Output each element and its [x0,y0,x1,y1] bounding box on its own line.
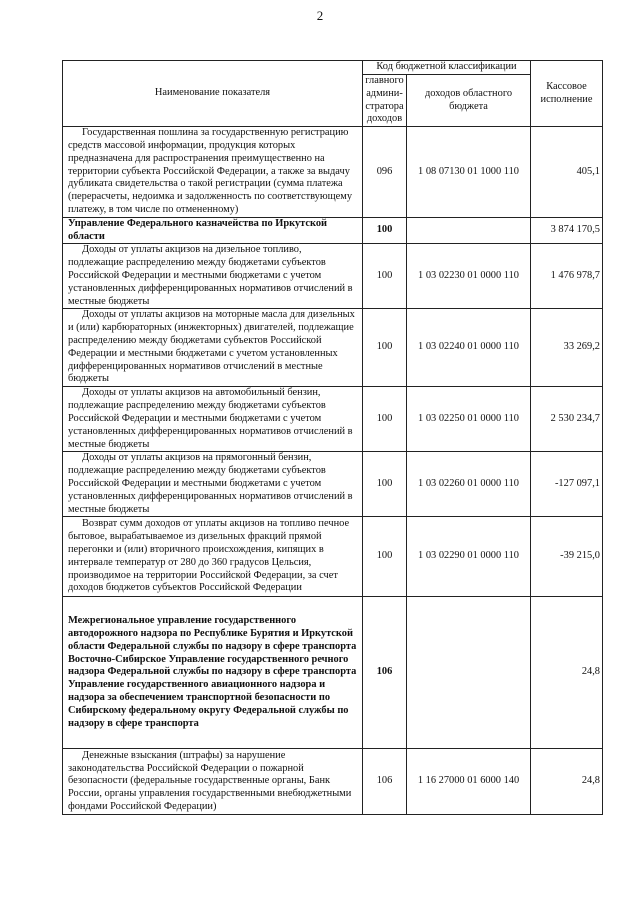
header-indicator-name: Наименование показателя [63,61,363,127]
row-revenue-code [407,597,531,749]
header-regional-revenue: доходов областного бюджета [407,75,531,127]
row-admin-code: 106 [363,749,407,815]
row-admin-code: 100 [363,452,407,517]
row-amount: -39 215,0 [531,517,603,597]
row-amount: 24,8 [531,597,603,749]
org-name-road-supervision: Межрегиональное управление государственного автодорожного надзора по Республике Бурятия и Иркутской области Федеральной службы по надзору в сфере транспорта [68,615,357,652]
row-amount: -127 097,1 [531,452,603,517]
row-admin-code: 100 [363,517,407,597]
row-amount: 3 874 170,5 [531,217,603,244]
row-amount: 1 476 978,7 [531,244,603,309]
budget-execution-table [62,60,603,815]
row-admin-code: 096 [363,127,407,218]
table-row [63,127,603,218]
table-row [63,244,603,309]
row-revenue-code: 1 03 02230 01 0000 110 [407,244,531,309]
org-name-aviation-supervision: Управление государственного авиационного надзора и надзора за обеспечением транспортной безопасности по Сибирскому федеральному округу Федеральной службы по надзору в сфере транспорта [68,679,349,729]
row-amount: 33 269,2 [531,309,603,387]
row-revenue-code: 1 03 02290 01 0000 110 [407,517,531,597]
table-row [63,309,603,387]
row-revenue-code: 1 08 07130 01 1000 110 [407,127,531,218]
table-row [63,387,603,452]
row-amount: 405,1 [531,127,603,218]
page-number: 2 [316,8,324,23]
row-name: Возврат сумм доходов от уплаты акцизов на топливо печное бытовое, вырабатываемое из дизельных фракций прямой перегонки и (или) вторичного происхождения, кипящих в интервале температур от 280 до 360 градусов Цельсия, производимое на территории Российской Федерации, за счет доходов бюджетов субъектов Российской Федерации [63,517,363,597]
row-name: Государственная пошлина за государственную регистрацию средств массовой информации, продукция которых предназначена для распространения преимущественно на территории субъекта Российской Федерации, а также за выдачу дубликата свидетельства о такой регистрации (сумма платежа (перерасчеты, недоимка и задолженность по соответствующему платежу, в том числе по отмененному) [63,127,363,218]
row-name: Управление Федерального казначейства по Иркутской области [63,217,363,244]
table-row [63,517,603,597]
table-header-row-1 [63,61,603,75]
row-revenue-code: 1 16 27000 01 6000 140 [407,749,531,815]
header-cash-execution: Кассовое исполнение [531,61,603,127]
row-name-transport-supervision [63,597,363,749]
header-budget-classification-code: Код бюджетной классификации [363,61,531,75]
table-row [63,452,603,517]
header-chief-administrator: главного админи-стратора доходов [363,75,407,127]
row-name: Доходы от уплаты акцизов на моторные масла для дизельных и (или) карбюраторных (инжекторных) двигателей, подлежащие распределению между бюджетами субъектов Российской Федерации и местными бюджетами с учетом установленных дифференцированных нормативов отчислений в местные бюджеты [63,309,363,387]
row-admin-code: 100 [363,387,407,452]
row-name: Доходы от уплаты акцизов на дизельное топливо, подлежащие распределению между бюджетами субъектов Российской Федерации и местными бюджетами с учетом установленных дифференцированных нормативов отчислений в местные бюджеты [63,244,363,309]
org-name-river-supervision: Восточно-Сибирское Управление государственного речного надзора Федеральной службы по надзору в сфере транспорта [68,653,357,678]
row-admin-code: 100 [363,309,407,387]
row-revenue-code: 1 03 02250 01 0000 110 [407,387,531,452]
row-admin-code: 106 [363,597,407,749]
row-revenue-code: 1 03 02240 01 0000 110 [407,309,531,387]
row-admin-code: 100 [363,244,407,309]
table-row [63,217,603,244]
table-row [63,749,603,815]
row-admin-code: 100 [363,217,407,244]
row-revenue-code: 1 03 02260 01 0000 110 [407,452,531,517]
row-name: Доходы от уплаты акцизов на прямогонный бензин, подлежащие распределению между бюджетами субъектов Российской Федерации и местными бюджетами с учетом установленных дифференцированных нормативов отчислений в местные бюджеты [63,452,363,517]
table-row [63,597,603,749]
row-amount: 24,8 [531,749,603,815]
row-revenue-code [407,217,531,244]
row-amount: 2 530 234,7 [531,387,603,452]
row-name: Доходы от уплаты акцизов на автомобильный бензин, подлежащие распределению между бюджетами субъектов Российской Федерации и местными бюджетами с учетом установленных дифференцированных нормативов отчислений в местные бюджеты [63,387,363,452]
row-name: Денежные взыскания (штрафы) за нарушение законодательства Российской Федерации о пожарной безопасности (федеральные государственные органы, Банк России, органы управления государственными внебюджетными фондами Российской Федерации) [63,749,363,815]
